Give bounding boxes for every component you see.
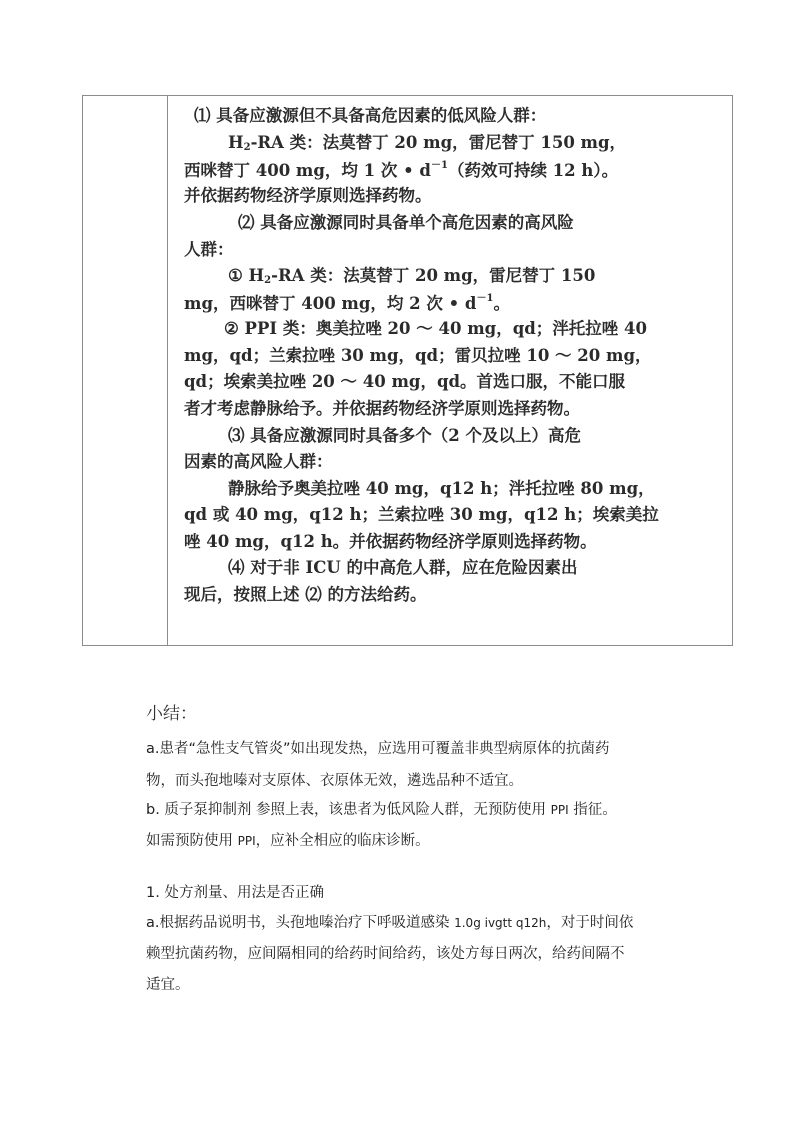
- guideline-line-text: 人群：: [184, 240, 234, 259]
- guideline-line: [228, 554, 577, 578]
- guideline-line: [194, 102, 546, 126]
- guideline-line-text-end: -RA 类：法莫替丁 20 mg，雷尼替丁 150 mg，: [250, 133, 627, 152]
- guideline-line-text: 现后，按照上述 ⑵ 的方法给药。: [184, 585, 427, 604]
- section1-heading: 1. 处方剂量、用法是否正确: [146, 885, 324, 901]
- summary-b-text: b. 质子泵抑制剂 参照上表，该患者为低风险人群，无预防使用: [146, 802, 551, 818]
- guideline-line-text-end: 。: [493, 294, 510, 313]
- guideline-line: [238, 209, 574, 233]
- guideline-table: [82, 95, 733, 646]
- guideline-line: [228, 422, 581, 446]
- guideline-line-text-end: -RA 类：法莫替丁 20 mg，雷尼替丁 150: [271, 266, 596, 285]
- guideline-line-text: ⑴ 具备应激源但不具备高危因素的低风险人群：: [194, 106, 547, 125]
- guideline-line-text: qd；埃索美拉唑 20 ～ 40 mg，qd。首选口服，不能口服: [184, 372, 626, 391]
- guideline-line-text: ⑶ 具备应激源同时具备多个（2 个及以上）高危: [228, 426, 581, 445]
- guideline-line: [224, 315, 647, 339]
- guideline-line-text: ① H: [228, 266, 265, 285]
- guideline-line: [184, 289, 510, 314]
- guideline-line-text: ⑷ 对于非 ICU 的中高危人群，应在危险因素出: [228, 558, 578, 577]
- section1-a-dose: 1.0g ivgtt q12h: [454, 916, 547, 930]
- section1-line1: [146, 911, 633, 932]
- section1-line3: 适宜。: [146, 977, 190, 993]
- section1-a-text-end: ，对于时间依: [546, 915, 634, 931]
- guideline-line-text: ② PPI 类：奥美拉唑 20 ～ 40 mg，qd；泮托拉唑 40: [224, 319, 647, 338]
- summary-b2-ppi: PPI: [237, 834, 256, 848]
- section1-line2: 赖型抗菌药物，应间隔相同的给药时间给药，该处方每日两次，给药间隔不: [146, 946, 625, 962]
- guideline-line: [184, 236, 234, 260]
- summary-b2-text-end: ，应补全相应的临床诊断。: [255, 833, 430, 849]
- section1-a-text: a.根据药品说明书，头孢地嗪治疗下呼吸道感染: [146, 915, 455, 931]
- guideline-line: [184, 581, 427, 605]
- summary-a-line2: 物，而头孢地嗪对支原体、衣原体无效，遴选品种不适宜。: [146, 773, 523, 789]
- guideline-line: [184, 501, 659, 525]
- guideline-line-text: H: [228, 133, 244, 152]
- subscript: 2: [264, 275, 272, 286]
- guideline-line-text-end: （药效可持续 12 h）。: [447, 161, 619, 180]
- superscript: －1: [476, 293, 494, 304]
- superscript: －1: [430, 160, 448, 171]
- summary-b-text-end: 指征。: [568, 802, 617, 818]
- guideline-line: [228, 475, 655, 499]
- guideline-line-text: 并依据药物经济学原则选择药物。: [184, 186, 432, 205]
- summary-b-ppi: PPI: [550, 803, 569, 817]
- guideline-line-text: 唑 40 mg，q12 h。并依据药物经济学原则选择药物。: [184, 532, 597, 551]
- summary-a-line1: a.患者“急性支气管炎”如出现发热，应选用可覆盖非典型病原体的抗菌药: [146, 741, 610, 757]
- summary-b-line2: [146, 829, 430, 850]
- summary-title: 小结：: [146, 704, 197, 724]
- guideline-line: [228, 129, 626, 153]
- guideline-line: [184, 448, 333, 472]
- guideline-line-text: 西咪替丁 400 mg，均 1 次 • d: [184, 161, 431, 180]
- column-divider: [167, 96, 168, 645]
- guideline-line-text: 者才考虑静脉给予。并依据药物经济学原则选择药物。: [184, 399, 580, 418]
- guideline-line: [184, 182, 432, 206]
- summary-b-line1: [146, 798, 617, 819]
- guideline-line-text: ⑵ 具备应激源同时具备单个高危因素的高风险: [238, 213, 574, 232]
- guideline-line-text: mg，西咪替丁 400 mg，均 2 次 • d: [184, 294, 477, 313]
- guideline-line-text: 因素的高风险人群：: [184, 452, 333, 471]
- guideline-line: [184, 395, 580, 419]
- guideline-line: [184, 528, 597, 552]
- subscript: 2: [243, 142, 251, 153]
- guideline-line: [184, 156, 618, 181]
- guideline-line: [184, 342, 652, 366]
- guideline-line: [228, 262, 595, 286]
- guideline-line-text: qd 或 40 mg，q12 h；兰索拉唑 30 mg，q12 h；埃索美拉: [184, 505, 659, 524]
- guideline-line-text: mg，qd；兰索拉唑 30 mg，qd；雷贝拉唑 10 ～ 20 mg，: [184, 346, 652, 365]
- guideline-line-text: 静脉给予奥美拉唑 40 mg，q12 h；泮托拉唑 80 mg，: [228, 479, 655, 498]
- guideline-line: [184, 368, 625, 392]
- summary-b2-text: 如需预防使用: [146, 833, 238, 849]
